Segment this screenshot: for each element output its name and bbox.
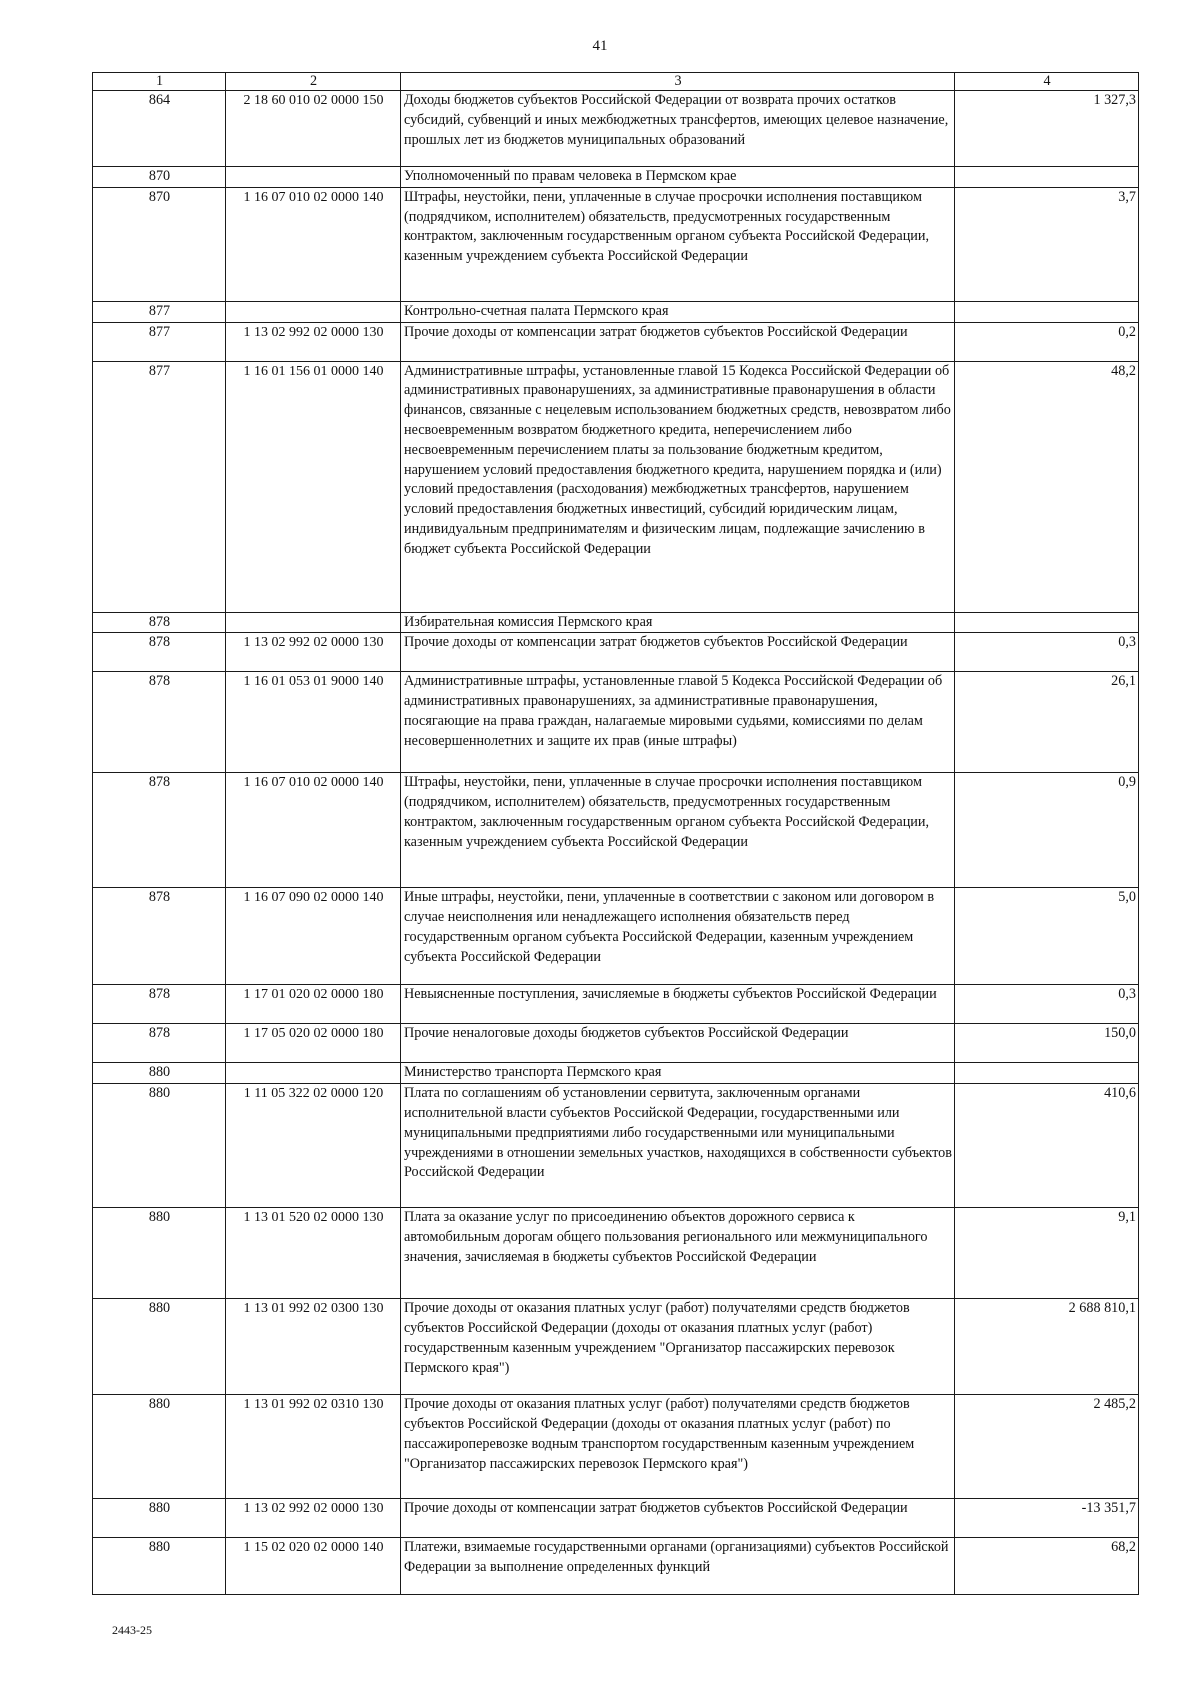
admin-code-cell: 878 [93,888,226,985]
table-row [93,1024,1139,1063]
budget-classification-code-cell: 1 13 02 992 02 0000 130 [226,322,401,361]
revenue-table [92,72,1139,1595]
amount-cell: 68,2 [955,1538,1139,1595]
budget-classification-code-cell: 1 16 01 053 01 9000 140 [226,672,401,773]
budget-classification-code-cell: 1 13 02 992 02 0000 130 [226,633,401,672]
amount-cell: 1 327,3 [955,91,1139,167]
admin-code-cell: 877 [93,361,226,612]
amount-cell: 26,1 [955,672,1139,773]
amount-cell [955,612,1139,633]
amount-cell [955,167,1139,188]
budget-classification-code-cell: 1 16 07 010 02 0000 140 [226,187,401,301]
amount-cell [955,301,1139,322]
revenue-name-cell: Иные штрафы, неустойки, пени, уплаченные в соответствии с законом или договором в случае неисполнения или ненадлежащего исполнения обязательств перед государственным органом субъекта Российской Федерации, казенным учреждением субъекта Российской Федерации [401,888,955,985]
table-row [93,361,1139,612]
table-row [93,1395,1139,1499]
budget-classification-code-cell: 1 16 01 156 01 0000 140 [226,361,401,612]
table-row [93,187,1139,301]
amount-cell [955,1063,1139,1084]
budget-classification-code-cell [226,612,401,633]
admin-code-cell: 880 [93,1208,226,1299]
amount-cell: 3,7 [955,187,1139,301]
amount-cell: 0,2 [955,322,1139,361]
amount-cell: 2 485,2 [955,1395,1139,1499]
budget-classification-code-cell [226,301,401,322]
admin-code-cell: 878 [93,985,226,1024]
amount-cell: -13 351,7 [955,1499,1139,1538]
admin-code-cell: 877 [93,301,226,322]
column-header-3: 3 [401,73,955,91]
revenue-name-cell: Прочие доходы от компенсации затрат бюджетов субъектов Российской Федерации [401,1499,955,1538]
budget-classification-code-cell: 1 13 01 992 02 0310 130 [226,1395,401,1499]
admin-code-cell: 880 [93,1084,226,1208]
revenue-name-cell: Доходы бюджетов субъектов Российской Федерации от возврата прочих остатков субсидий, субвенций и иных межбюджетных трансфертов, имеющих целевое назначение, прошлых лет из бюджетов муниципальных образований [401,91,955,167]
document-code: 2443-25 [112,1623,152,1637]
amount-cell: 0,3 [955,985,1139,1024]
budget-classification-code-cell [226,1063,401,1084]
budget-classification-code-cell: 1 16 07 010 02 0000 140 [226,773,401,888]
amount-cell: 0,3 [955,633,1139,672]
revenue-name-cell: Платежи, взимаемые государственными органами (организациями) субъектов Российской Федерации за выполнение определенных функций [401,1538,955,1595]
revenue-name-cell: Административные штрафы, установленные главой 5 Кодекса Российской Федерации об административных правонарушениях, за административные правонарушения, посягающие на права граждан, налагаемые мировыми судьями, комиссиями по делам несовершеннолетних и защите их прав (иные штрафы) [401,672,955,773]
admin-code-cell: 878 [93,773,226,888]
table-row [93,672,1139,773]
revenue-name-cell: Министерство транспорта Пермского края [401,1063,955,1084]
table-body [93,91,1139,1595]
revenue-name-cell: Штрафы, неустойки, пени, уплаченные в случае просрочки исполнения поставщиком (подрядчиком, исполнителем) обязательств, предусмотренных государственным контрактом, заключенным государственным органом субъекта Российской Федерации, казенным учреждением субъекта Российской Федерации [401,773,955,888]
revenue-name-cell: Прочие доходы от компенсации затрат бюджетов субъектов Российской Федерации [401,322,955,361]
budget-classification-code-cell: 2 18 60 010 02 0000 150 [226,91,401,167]
budget-classification-code-cell: 1 16 07 090 02 0000 140 [226,888,401,985]
table-row [93,1538,1139,1595]
revenue-name-cell: Контрольно-счетная палата Пермского края [401,301,955,322]
admin-code-cell: 880 [93,1299,226,1395]
admin-code-cell: 878 [93,633,226,672]
table-row [93,633,1139,672]
budget-classification-code-cell: 1 15 02 020 02 0000 140 [226,1538,401,1595]
table-row [93,1084,1139,1208]
column-header-2: 2 [226,73,401,91]
revenue-name-cell: Прочие доходы от оказания платных услуг (работ) получателями средств бюджетов субъектов Российской Федерации (доходы от оказания платных услуг (работ) по пассажироперевозке водным транспортом государственным казенным учреждением "Организатор пассажирских перевозок Пермского края") [401,1395,955,1499]
budget-classification-code-cell: 1 13 01 992 02 0300 130 [226,1299,401,1395]
table-row [93,301,1139,322]
table-row [93,1208,1139,1299]
budget-classification-code-cell: 1 13 01 520 02 0000 130 [226,1208,401,1299]
revenue-name-cell: Невыясненные поступления, зачисляемые в бюджеты субъектов Российской Федерации [401,985,955,1024]
table-row [93,1063,1139,1084]
table-header-row [93,73,1139,91]
admin-code-cell: 870 [93,167,226,188]
revenue-name-cell: Плата за оказание услуг по присоединению объектов дорожного сервиса к автомобильным дорогам общего пользования регионального или межмуниципального значения, зачисляемая в бюджеты субъектов Российской Федерации [401,1208,955,1299]
table-row [93,1499,1139,1538]
table-row [93,888,1139,985]
amount-cell: 48,2 [955,361,1139,612]
revenue-name-cell: Избирательная комиссия Пермского края [401,612,955,633]
admin-code-cell: 880 [93,1499,226,1538]
revenue-name-cell: Прочие доходы от компенсации затрат бюджетов субъектов Российской Федерации [401,633,955,672]
table-row [93,612,1139,633]
admin-code-cell: 864 [93,91,226,167]
amount-cell: 9,1 [955,1208,1139,1299]
revenue-name-cell: Уполномоченный по правам человека в Пермском крае [401,167,955,188]
amount-cell: 410,6 [955,1084,1139,1208]
admin-code-cell: 880 [93,1063,226,1084]
amount-cell: 150,0 [955,1024,1139,1063]
table-row [93,322,1139,361]
admin-code-cell: 878 [93,672,226,773]
admin-code-cell: 878 [93,1024,226,1063]
column-header-4: 4 [955,73,1139,91]
revenue-name-cell: Плата по соглашениям об установлении сервитута, заключенным органами исполнительной власти субъектов Российской Федерации, государственными или муниципальными предприятиями либо государственными или муниципальными учреждениями в отношении земельных участков, находящихся в собственности субъектов Российской Федерации [401,1084,955,1208]
admin-code-cell: 870 [93,187,226,301]
admin-code-cell: 880 [93,1395,226,1499]
table-row [93,1299,1139,1395]
admin-code-cell: 878 [93,612,226,633]
revenue-name-cell: Административные штрафы, установленные главой 15 Кодекса Российской Федерации об административных правонарушениях, за административные правонарушения в области финансов, связанные с нецелевым использованием бюджетных средств, невозвратом либо несвоевременным возвратом бюджетного кредита, неперечислением либо несвоевременным перечислением платы за пользование бюджетным кредитом, нарушением условий предоставления бюджетного кредита, нарушением порядка и (или) условий предоставления (расходования) межбюджетных трансфертов, нарушением условий предоставления бюджетных инвестиций, субсидий юридическим лицам, индивидуальным предпринимателям и физическим лицам, подлежащие зачислению в бюджет субъекта Российской Федерации [401,361,955,612]
budget-classification-code-cell: 1 13 02 992 02 0000 130 [226,1499,401,1538]
budget-classification-code-cell [226,167,401,188]
column-header-1: 1 [93,73,226,91]
table-row [93,985,1139,1024]
budget-classification-code-cell: 1 17 01 020 02 0000 180 [226,985,401,1024]
revenue-name-cell: Штрафы, неустойки, пени, уплаченные в случае просрочки исполнения поставщиком (подрядчиком, исполнителем) обязательств, предусмотренных государственным контрактом, заключенным государственным органом субъекта Российской Федерации, казенным учреждением субъекта Российской Федерации [401,187,955,301]
amount-cell: 5,0 [955,888,1139,985]
admin-code-cell: 877 [93,322,226,361]
budget-classification-code-cell: 1 11 05 322 02 0000 120 [226,1084,401,1208]
admin-code-cell: 880 [93,1538,226,1595]
table-row [93,91,1139,167]
amount-cell: 2 688 810,1 [955,1299,1139,1395]
revenue-name-cell: Прочие доходы от оказания платных услуг (работ) получателями средств бюджетов субъектов Российской Федерации (доходы от оказания платных услуг (работ) государственным казенным учреждением "Организатор пассажирских перевозок Пермского края") [401,1299,955,1395]
revenue-name-cell: Прочие неналоговые доходы бюджетов субъектов Российской Федерации [401,1024,955,1063]
table-row [93,167,1139,188]
table-row [93,773,1139,888]
budget-classification-code-cell: 1 17 05 020 02 0000 180 [226,1024,401,1063]
page-number: 41 [592,38,608,54]
amount-cell: 0,9 [955,773,1139,888]
